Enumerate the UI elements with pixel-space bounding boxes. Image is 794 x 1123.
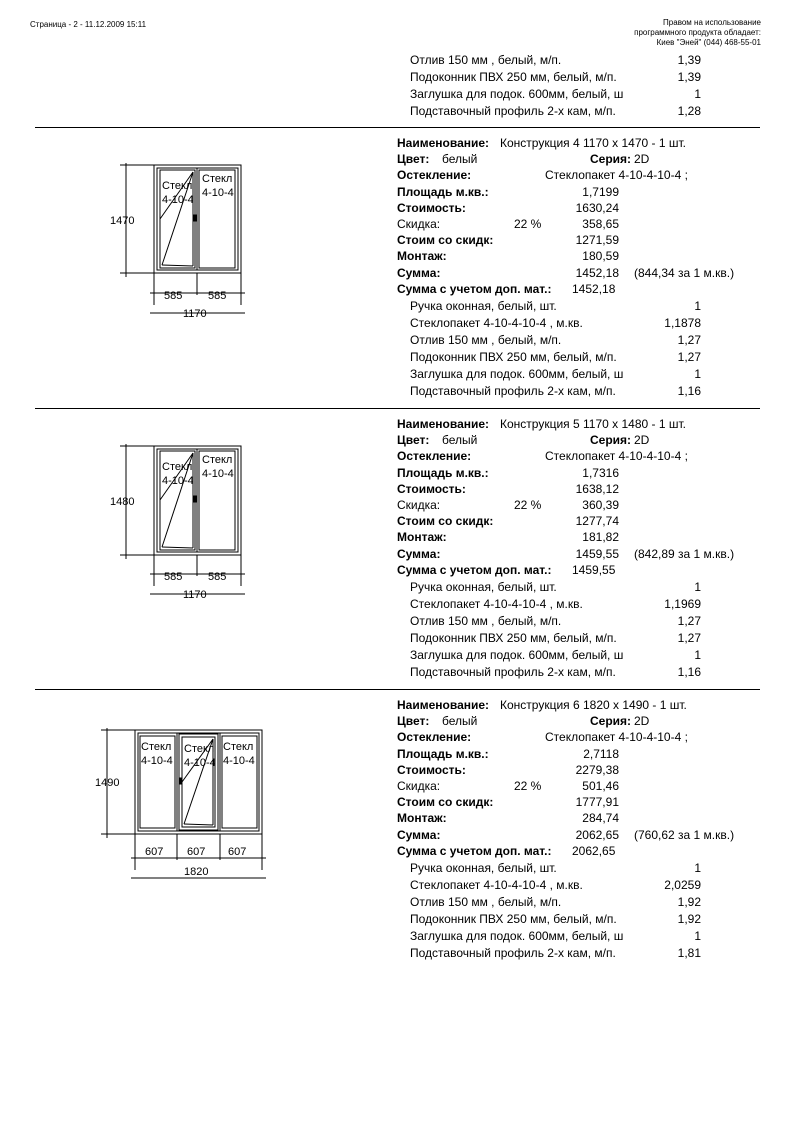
series-value: 2D: [634, 714, 650, 729]
item-name: Отлив 150 мм , белый, м/п.: [410, 895, 562, 909]
item-qty: 1: [694, 299, 701, 313]
cost-value: 1638,12: [575, 481, 619, 496]
color-value: белый: [442, 433, 478, 448]
mount-value: 284,74: [582, 811, 619, 826]
label-color: Цвет:: [397, 433, 430, 448]
cost-discounted-value: 1277,74: [575, 514, 619, 529]
item-name: Подоконник ПВХ 250 мм, белый, м/п.: [410, 631, 617, 645]
construction-name: Конструкция 4 1170 x 1470 - 1 шт.: [500, 136, 686, 150]
item-name: Отлив 150 мм , белый, м/п.: [410, 614, 562, 628]
discount-value: 360,39: [582, 498, 619, 512]
label-color: Цвет:: [397, 152, 430, 167]
label-name: Наименование:: [397, 698, 490, 712]
label-series: Серия:: [590, 152, 632, 167]
item-name: Заглушка для подок. 600мм, белый, ш: [410, 87, 624, 101]
sum-value: 1459,55: [575, 546, 619, 561]
sum-extra-value: 1459,55: [572, 562, 616, 577]
discount-value: 501,46: [582, 779, 619, 793]
window-drawing: [90, 720, 270, 890]
sum-value: 1452,18: [575, 265, 619, 280]
label-name: Наименование:: [397, 417, 490, 431]
pane-label: Стекл: [141, 741, 172, 753]
cost-discounted-value: 1777,91: [575, 795, 619, 810]
pane-label: 4-10-4: [202, 468, 234, 480]
pane-label: 4-10-4: [223, 755, 255, 767]
mount-value: 181,82: [582, 530, 619, 545]
color-value: белый: [442, 714, 478, 729]
item-qty: 1,27: [677, 333, 701, 347]
cost-value: 1630,24: [575, 200, 619, 215]
pane-label: 4-10-4: [162, 194, 194, 206]
page-header-right: [561, 18, 761, 48]
label-mount: Монтаж:: [397, 811, 447, 826]
label-area: Площадь м.кв.:: [397, 184, 489, 199]
item-qty: 1: [694, 861, 701, 875]
item-qty: 1,16: [677, 665, 701, 679]
label-name: Наименование:: [397, 136, 490, 150]
label-area: Площадь м.кв.:: [397, 465, 489, 480]
item-qty: 1: [694, 648, 701, 662]
item-name: Подставочный профиль 2-х кам, м/п.: [410, 665, 616, 679]
header-right-line: Киев "Эней" (044) 468-55-01: [656, 38, 761, 47]
sum-extra-value: 1452,18: [572, 281, 616, 296]
height-dimension: 1480: [110, 496, 135, 508]
label-mount: Монтаж:: [397, 530, 447, 545]
label-sum-extra: Сумма с учетом доп. мат.:: [397, 562, 552, 577]
discount-percent: 22 %: [514, 498, 542, 512]
item-name: Ручка оконная, белый, шт.: [410, 861, 557, 875]
label-discount: Скидка:: [397, 779, 441, 793]
item-name: Подставочный профиль 2-х кам, м/п.: [410, 384, 616, 398]
glazing-value: Стеклопакет 4-10-4-10-4 ;: [545, 168, 688, 183]
item-qty: 1,81: [677, 946, 701, 960]
sum-value: 2062,65: [575, 827, 619, 842]
item-name: Ручка оконная, белый, шт.: [410, 580, 557, 594]
area-value: 1,7316: [582, 465, 619, 480]
window-drawing: [100, 155, 260, 325]
item-name: Подоконник ПВХ 250 мм, белый, м/п.: [410, 350, 617, 364]
construction-name: Конструкция 5 1170 x 1480 - 1 шт.: [500, 417, 686, 431]
series-value: 2D: [634, 152, 650, 167]
label-glazing: Остекление:: [397, 730, 472, 745]
glazing-value: Стеклопакет 4-10-4-10-4 ;: [545, 449, 688, 464]
segment-dimension: 607: [187, 846, 206, 858]
section-divider: [35, 689, 760, 690]
segment-dimension: 585: [164, 290, 183, 302]
sum-extra-value: 2062,65: [572, 843, 616, 858]
segment-dimension: 607: [228, 846, 247, 858]
label-glazing: Остекление:: [397, 449, 472, 464]
area-value: 2,7118: [583, 746, 619, 761]
item-qty: 1: [694, 367, 701, 381]
label-mount: Монтаж:: [397, 249, 447, 264]
item-name: Заглушка для подок. 600мм, белый, ш: [410, 929, 624, 943]
pane-label: Стекл: [202, 173, 233, 185]
pane-label: 4-10-4: [202, 187, 234, 199]
per-m2-value: (760,62 за 1 м.кв.): [634, 827, 735, 842]
discount-percent: 22 %: [514, 779, 542, 793]
item-qty: 1,39: [677, 53, 701, 67]
label-area: Площадь м.кв.:: [397, 746, 489, 761]
item-qty: 1,92: [677, 895, 701, 909]
cost-discounted-value: 1271,59: [575, 233, 619, 248]
label-sum: Сумма:: [397, 265, 441, 280]
item-qty: 1: [694, 929, 701, 943]
label-cost-discounted: Стоим со скидк:: [397, 233, 494, 248]
item-name: Стеклопакет 4-10-4-10-4 , м.кв.: [410, 316, 583, 330]
item-name: Подставочный профиль 2-х кам, м/п.: [410, 104, 616, 118]
pane-label: 4-10-4: [184, 757, 216, 769]
pane-label: Стекл: [184, 743, 215, 755]
label-cost: Стоимость:: [397, 481, 466, 496]
item-qty: 1,28: [677, 104, 701, 118]
label-sum-extra: Сумма с учетом доп. мат.:: [397, 281, 552, 296]
segment-dimension: 585: [208, 571, 227, 583]
item-name: Подоконник ПВХ 250 мм, белый, м/п.: [410, 70, 617, 84]
label-cost: Стоимость:: [397, 762, 466, 777]
pane-label: Стекл: [202, 454, 233, 466]
item-name: Стеклопакет 4-10-4-10-4 , м.кв.: [410, 597, 583, 611]
per-m2-value: (842,89 за 1 м.кв.): [634, 546, 735, 561]
item-qty: 1,16: [677, 384, 701, 398]
color-value: белый: [442, 152, 478, 167]
item-qty: 1,39: [677, 70, 701, 84]
item-name: Подставочный профиль 2-х кам, м/п.: [410, 946, 616, 960]
label-color: Цвет:: [397, 714, 430, 729]
segment-dimension: 585: [164, 571, 183, 583]
section-divider: [35, 127, 760, 128]
item-qty: 1,27: [677, 350, 701, 364]
pane-label: 4-10-4: [141, 755, 173, 767]
item-name: Подоконник ПВХ 250 мм, белый, м/п.: [410, 912, 617, 926]
width-dimension: 1170: [183, 308, 207, 320]
height-dimension: 1490: [95, 777, 120, 789]
label-cost: Стоимость:: [397, 200, 466, 215]
page-header-left: Страница - 2 - 11.12.2009 15:11: [30, 20, 147, 29]
label-cost-discounted: Стоим со скидк:: [397, 514, 494, 529]
pane-label: Стекл: [162, 461, 193, 473]
per-m2-value: (844,34 за 1 м.кв.): [634, 265, 735, 280]
item-qty: 1: [694, 87, 701, 101]
segment-dimension: 607: [145, 846, 164, 858]
item-qty: 1: [694, 580, 701, 594]
discount-percent: 22 %: [514, 217, 542, 231]
label-discount: Скидка:: [397, 498, 441, 512]
pane-label: Стекл: [223, 741, 254, 753]
section-divider: [35, 408, 760, 409]
label-cost-discounted: Стоим со скидк:: [397, 795, 494, 810]
series-value: 2D: [634, 433, 650, 448]
mount-value: 180,59: [582, 249, 619, 264]
height-dimension: 1470: [110, 215, 135, 227]
area-value: 1,7199: [582, 184, 619, 199]
label-sum-extra: Сумма с учетом доп. мат.:: [397, 843, 552, 858]
width-dimension: 1820: [184, 866, 209, 878]
item-name: Заглушка для подок. 600мм, белый, ш: [410, 367, 624, 381]
pane-label: Стекл: [162, 180, 193, 192]
label-sum: Сумма:: [397, 827, 441, 842]
header-right-line: Правом на использование: [663, 18, 761, 27]
item-name: Стеклопакет 4-10-4-10-4 , м.кв.: [410, 878, 583, 892]
header-right-line: программного продукта обладает:: [634, 28, 761, 37]
item-qty: 1,1969: [664, 597, 701, 611]
pane-label: 4-10-4: [162, 475, 194, 487]
label-series: Серия:: [590, 433, 632, 448]
item-qty: 2,0259: [664, 878, 701, 892]
item-qty: 1,92: [677, 912, 701, 926]
construction-name: Конструкция 6 1820 x 1490 - 1 шт.: [500, 698, 687, 712]
width-dimension: 1170: [183, 589, 207, 601]
item-name: Отлив 150 мм , белый, м/п.: [410, 333, 562, 347]
window-drawing: [100, 436, 260, 606]
cost-value: 2279,38: [575, 762, 619, 777]
label-discount: Скидка:: [397, 217, 441, 231]
item-name: Ручка оконная, белый, шт.: [410, 299, 557, 313]
item-qty: 1,27: [677, 631, 701, 645]
discount-value: 358,65: [582, 217, 619, 231]
segment-dimension: 585: [208, 290, 227, 302]
glazing-value: Стеклопакет 4-10-4-10-4 ;: [545, 730, 688, 745]
label-glazing: Остекление:: [397, 168, 472, 183]
item-qty: 1,1878: [664, 316, 701, 330]
item-qty: 1,27: [677, 614, 701, 628]
item-name: Отлив 150 мм , белый, м/п.: [410, 53, 562, 67]
label-series: Серия:: [590, 714, 632, 729]
label-sum: Сумма:: [397, 546, 441, 561]
item-name: Заглушка для подок. 600мм, белый, ш: [410, 648, 624, 662]
